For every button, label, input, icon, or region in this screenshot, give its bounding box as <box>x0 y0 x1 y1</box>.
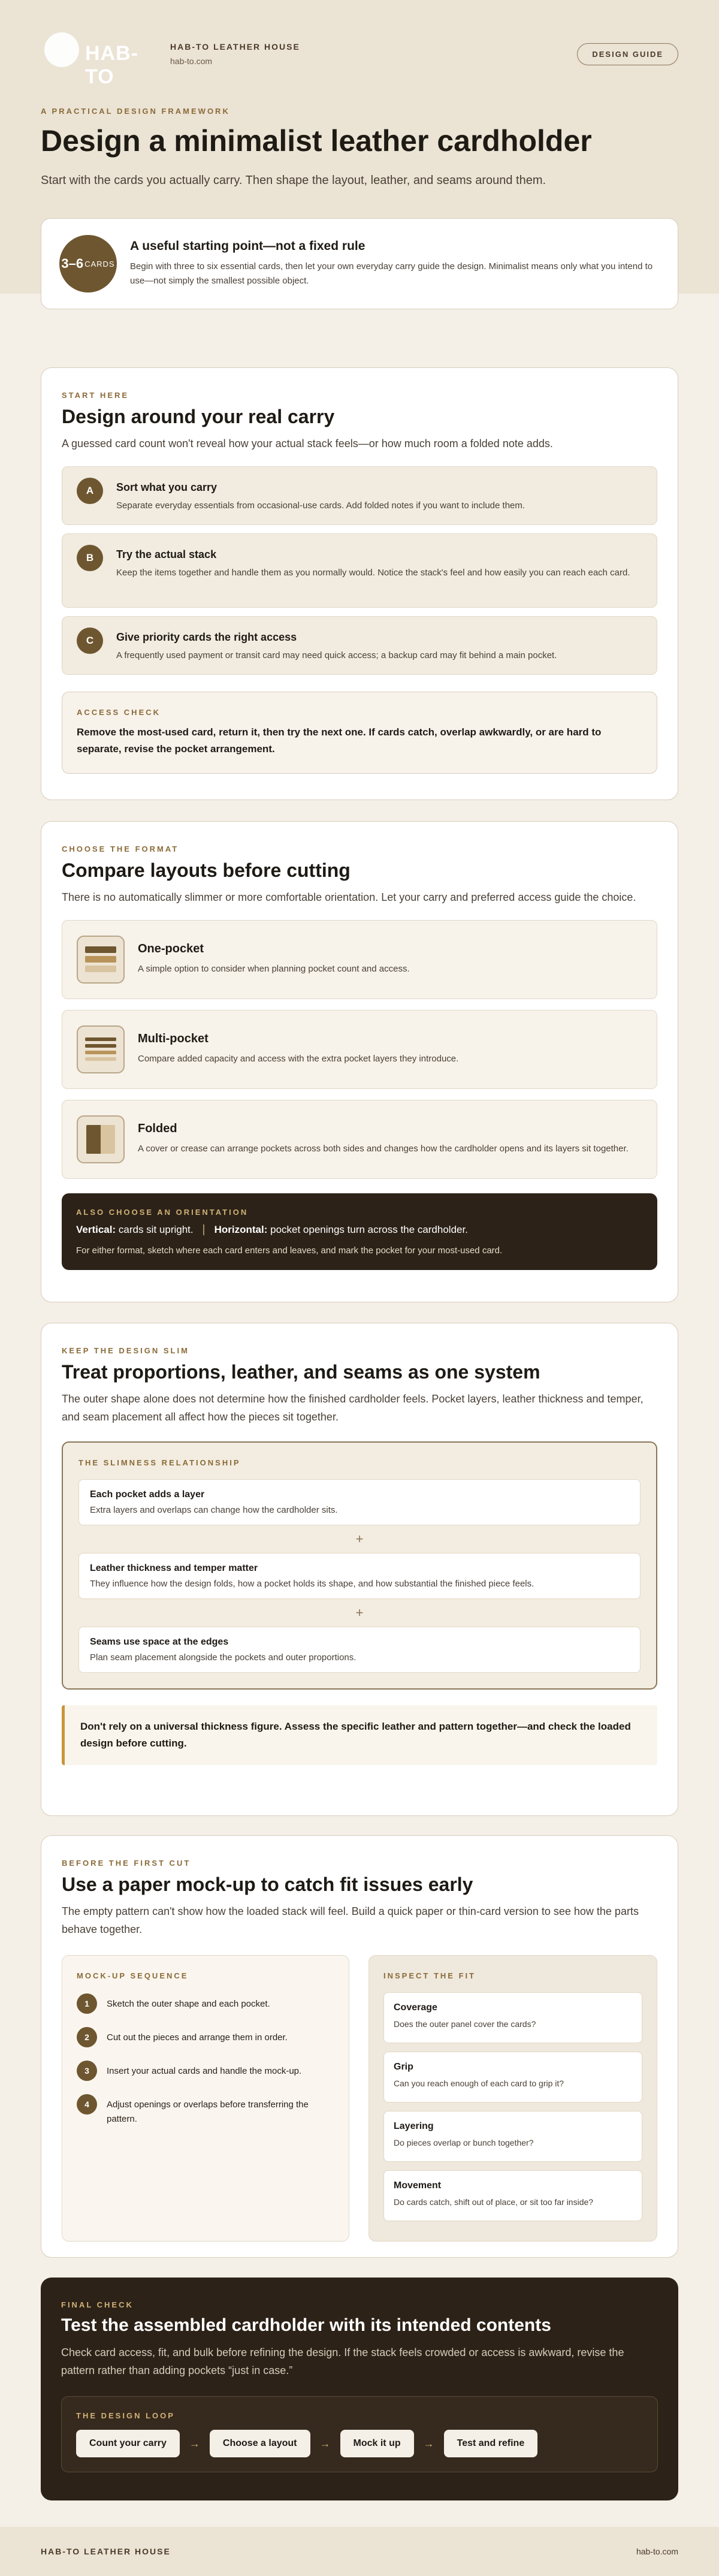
format-title: One-pocket <box>138 942 204 956</box>
card-count-badge <box>59 235 117 292</box>
step-text: Keep the items together and handle them as you normally would. Notice the stack's feel and how easily you can reach each card. <box>116 567 630 578</box>
access-eyebrow: ACCESS CHECK <box>77 707 161 717</box>
format-multi-pocket <box>62 1010 657 1089</box>
fit-title: Coverage <box>394 2002 437 2013</box>
design-guide-button[interactable]: DESIGN GUIDE <box>577 43 678 65</box>
vertical-text: cards sit upright. <box>118 1223 194 1235</box>
sequence-number: 1 <box>77 1993 97 2014</box>
final-title: Test the assembled cardholder with its intended contents <box>61 2315 551 2335</box>
sequence-step <box>77 2061 334 2081</box>
step-b <box>62 533 657 608</box>
format-title: Folded <box>138 1122 177 1136</box>
sequence-number: 3 <box>77 2061 97 2081</box>
footer-site-link[interactable]: hab-to.com <box>636 2547 678 2556</box>
section-final <box>41 2278 678 2500</box>
section-slim <box>41 1323 678 1816</box>
access-text: Remove the most-used card, return it, then try the next one. If cards catch, overlap awkwardly, or are hard to separate, revise the pocket arrangement. <box>77 726 602 755</box>
starting-point-text: Begin with three to six essential cards, then let your own everyday carry guide the design. Minimalist means only what you intend to use—not simply the smallest possible object. <box>130 261 653 286</box>
inspect-fit <box>368 1955 657 2242</box>
step-letter: A <box>77 478 103 504</box>
fit-text: Can you reach enough of each card to grip it? <box>394 2079 564 2089</box>
logo-text: HAB-TO <box>85 42 138 88</box>
mockup-sequence <box>62 1955 349 2242</box>
step-c <box>62 616 657 675</box>
slimness-item-title: Leather thickness and temper matter <box>90 1563 258 1574</box>
hero-band <box>0 0 719 294</box>
fit-text: Does the outer panel cover the cards? <box>394 2019 536 2029</box>
slimness-item-title: Each pocket adds a layer <box>90 1489 205 1500</box>
step-letter: B <box>77 545 103 571</box>
vertical-label: Vertical: <box>76 1223 116 1235</box>
step-text: A frequently used payment or transit card may need quick access; a backup card may fit behind a main pocket. <box>116 650 557 660</box>
slimness-item-text: Plan seam placement alongside the pockets and outer proportions. <box>90 1652 357 1663</box>
loop-step: Mock it up <box>340 2430 414 2457</box>
slimness-item-text: They influence how the design folds, how a pocket holds its shape, and how substantial the finished piece feels. <box>90 1579 534 1589</box>
multi-pocket-icon <box>77 1025 125 1073</box>
slimness-item-text: Extra layers and overlaps can change how the cardholder sits. <box>90 1505 338 1516</box>
fit-item <box>383 2052 642 2103</box>
horizontal-label: Horizontal: <box>214 1223 268 1235</box>
access-check <box>62 692 657 774</box>
horse-icon <box>44 32 79 67</box>
section-title: Compare layouts before cutting <box>62 859 351 881</box>
fit-text: Do cards catch, shift out of place, or sit too far inside? <box>394 2197 594 2207</box>
section-mockup <box>41 1835 678 2258</box>
fit-text: Do pieces overlap or bunch together? <box>394 2138 534 2148</box>
sequence-text: Insert your actual cards and handle the mock-up. <box>107 2066 302 2077</box>
format-one-pocket <box>62 920 657 999</box>
plus-icon: + <box>355 1605 364 1621</box>
section-title: Use a paper mock-up to catch fit issues early <box>62 1874 473 1895</box>
sequence-eyebrow: MOCK-UP SEQUENCE <box>77 1971 189 1981</box>
sequence-number: 4 <box>77 2094 97 2115</box>
page-title: Design a minimalist leather cardholder <box>41 124 592 158</box>
section-eyebrow: START HERE <box>62 391 129 400</box>
sequence-step <box>77 2094 334 2126</box>
format-folded <box>62 1100 657 1179</box>
slimness-item <box>78 1479 641 1525</box>
site-footer <box>0 2527 719 2576</box>
slimness-item-title: Seams use space at the edges <box>90 1637 229 1648</box>
badge-unit: CARDS <box>84 259 115 269</box>
section-eyebrow: BEFORE THE FIRST CUT <box>62 1859 191 1868</box>
arrow-right-icon: → <box>319 2437 331 2450</box>
orientation-box <box>62 1193 657 1270</box>
step-a <box>62 466 657 525</box>
section-title: Treat proportions, leather, and seams as one system <box>62 1361 540 1383</box>
section-eyebrow: CHOOSE THE FORMAT <box>62 844 179 853</box>
badge-range: 3–6 <box>61 256 84 271</box>
step-title: Try the actual stack <box>116 548 217 560</box>
final-eyebrow: FINAL CHECK <box>61 2300 134 2309</box>
step-title: Sort what you carry <box>116 481 217 493</box>
step-text: Separate everyday essentials from occasional-use cards. Add folded notes if you want to include them. <box>116 500 525 511</box>
step-letter: C <box>77 628 103 654</box>
format-title: Multi-pocket <box>138 1032 209 1046</box>
format-text: Compare added capacity and access with the extra pocket layers they introduce. <box>138 1054 459 1064</box>
sequence-step <box>77 1993 334 2014</box>
orientation-eyebrow: ALSO CHOOSE AN ORIENTATION <box>76 1207 249 1217</box>
loop-step: Test and refine <box>444 2430 538 2457</box>
starting-point-title: A useful starting point—not a fixed rule <box>130 239 365 253</box>
slimness-eyebrow: THE SLIMNESS RELATIONSHIP <box>78 1458 241 1468</box>
final-lead: Check card access, fit, and bulk before refining the design. If the stack feels crowded or access is awkward, revise the pattern rather than adding pockets “just in case.” <box>61 2346 624 2376</box>
fit-item <box>383 2170 642 2221</box>
slimness-relationship <box>62 1441 657 1690</box>
sequence-text: Sketch the outer shape and each pocket. <box>107 1999 270 2010</box>
site-header <box>41 24 678 88</box>
section-lead: There is no automatically slimmer or more comfortable orientation. Let your carry and preferred access guide the choice. <box>62 891 636 903</box>
section-start <box>41 367 678 800</box>
loop-step: Choose a layout <box>210 2430 310 2457</box>
format-text: A simple option to consider when planning pocket count and access. <box>138 964 410 975</box>
loop-eyebrow: THE DESIGN LOOP <box>76 2411 175 2421</box>
sequence-text: Cut out the pieces and arrange them in order. <box>107 2032 288 2043</box>
sequence-step <box>77 2027 334 2047</box>
one-pocket-icon <box>77 936 125 984</box>
footer-brand: HAB-TO LEATHER HOUSE <box>41 2547 171 2556</box>
starting-point-card <box>41 218 678 309</box>
section-title: Design around your real carry <box>62 406 335 427</box>
section-lead: The outer shape alone does not determine how the finished cardholder feels. Pocket layers, leather thickness and temper, and seam placement all affect how the pieces sit together. <box>62 1393 644 1423</box>
arrow-right-icon: → <box>423 2437 434 2450</box>
fit-item <box>383 2111 642 2162</box>
section-format <box>41 821 678 1302</box>
horizontal-text: pocket openings turn across the cardholder. <box>270 1223 468 1235</box>
arrow-right-icon: → <box>189 2437 200 2450</box>
plus-icon: + <box>355 1531 364 1547</box>
logo[interactable] <box>41 24 161 88</box>
section-lead: A guessed card count won't reveal how your actual stack feels—or how much room a folded note adds. <box>62 438 553 450</box>
orientation-note: For either format, sketch where each card enters and leaves, and mark the pocket for your most-used card. <box>76 1245 503 1256</box>
thickness-callout <box>62 1705 657 1765</box>
hero-eyebrow: A PRACTICAL DESIGN FRAMEWORK <box>41 107 230 116</box>
design-loop <box>61 2396 658 2472</box>
slimness-item <box>78 1627 641 1673</box>
hero-subtitle: Start with the cards you actually carry. Then shape the layout, leather, and seams around them. <box>41 174 546 187</box>
fit-title: Layering <box>394 2121 434 2132</box>
brand-name: HAB-TO LEATHER HOUSE <box>170 42 300 52</box>
fit-title: Grip <box>394 2062 413 2073</box>
section-eyebrow: KEEP THE DESIGN SLIM <box>62 1346 189 1355</box>
folded-icon <box>77 1115 125 1163</box>
brand-site[interactable]: hab-to.com <box>170 56 213 66</box>
fit-eyebrow: INSPECT THE FIT <box>383 1971 476 1981</box>
sequence-number: 2 <box>77 2027 97 2047</box>
divider <box>203 1224 204 1235</box>
section-lead: The empty pattern can't show how the loaded stack will feel. Build a quick paper or thin-card version to see how the parts behave together. <box>62 1905 639 1935</box>
format-text: A cover or crease can arrange pockets across both sides and changes how the cardholder opens and its layers sit together. <box>138 1144 629 1154</box>
loop-step: Count your carry <box>76 2430 180 2457</box>
sequence-text: Adjust openings or overlaps before transferring the pattern. <box>107 2100 309 2125</box>
brand[interactable] <box>41 24 300 88</box>
callout-text: Don't rely on a universal thickness figure. Assess the specific leather and pattern together—and check the loaded design before cutting. <box>80 1721 631 1749</box>
slimness-item <box>78 1553 641 1599</box>
step-title: Give priority cards the right access <box>116 631 297 643</box>
fit-item <box>383 1992 642 2043</box>
fit-title: Movement <box>394 2180 442 2191</box>
